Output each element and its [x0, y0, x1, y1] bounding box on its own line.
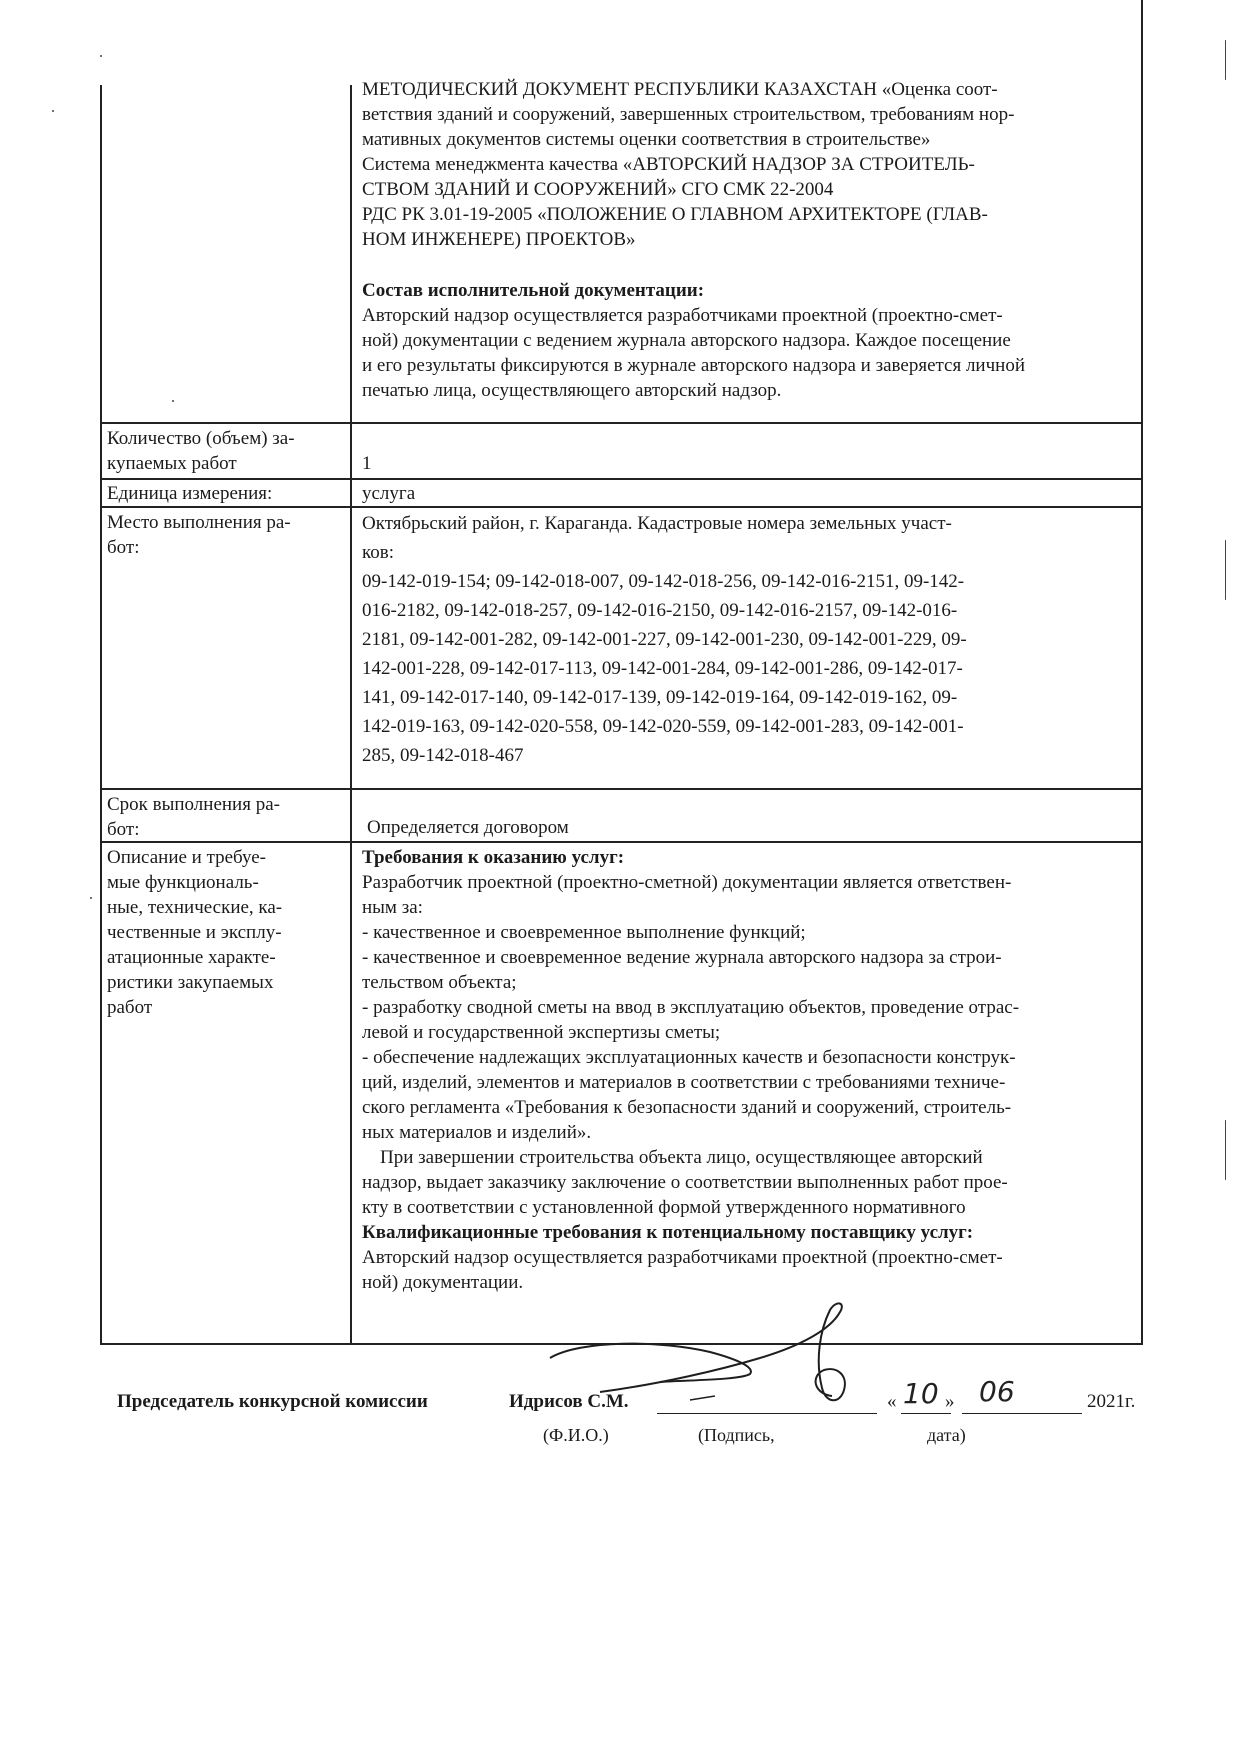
row-divider — [100, 478, 1143, 480]
row-divider — [100, 788, 1143, 790]
cadastral-numbers-line: 2181, 09-142-001-282, 09-142-001-227, 09-142-001-230, 09-142-001-229, 09- — [362, 629, 967, 650]
intro-line: МЕТОДИЧЕСКИЙ ДОКУМЕНТ РЕСПУБЛИКИ КАЗАХСТАН «Оценка соот- — [362, 79, 998, 100]
term-label-line: Срок выполнения ра- — [107, 794, 280, 815]
completion-line: При завершении строительства объекта лицо, осуществляющее авторский — [380, 1147, 983, 1168]
requirement-line: - обеспечение надлежащих эксплуатационных качеств и безопасности конструк- — [362, 1047, 1016, 1068]
scan-speck — [100, 55, 102, 57]
executive-docs-line: ной) документации с ведением журнала авторского надзора. Каждое посещение — [362, 330, 1011, 351]
caption-fio: (Ф.И.О.) — [543, 1425, 609, 1445]
requirement-line: ных материалов и изделий». — [362, 1122, 592, 1143]
requirement-line: - качественное и своевременное ведение журнала авторского надзора за строи- — [362, 947, 1002, 968]
requirement-line: - разработку сводной сметы на ввод в эксплуатацию объектов, проведение отрас- — [362, 997, 1020, 1018]
executive-docs-line: печатью лица, осуществляющего авторский надзор. — [362, 380, 782, 401]
scan-speck — [172, 400, 174, 402]
date-year: 2021г. — [1087, 1391, 1136, 1412]
day-line — [901, 1413, 951, 1414]
cadastral-numbers-line: 09-142-019-154; 09-142-018-007, 09-142-018-256, 09-142-016-2151, 09-142- — [362, 571, 965, 592]
table-right-border — [1141, 0, 1143, 1345]
scan-edge-mark — [1225, 40, 1226, 80]
spacer — [362, 252, 1140, 278]
executive-docs-line: и его результаты фиксируются в журнале авторского надзора и заверяется личной — [362, 355, 1025, 376]
description-value — [362, 845, 1140, 1295]
date-close-quote: » — [945, 1391, 955, 1412]
signature-line — [657, 1413, 877, 1414]
caption-date: дата) — [927, 1425, 966, 1445]
service-requirements-heading: Требования к оказанию услуг: — [362, 847, 625, 868]
description-label-line: Описание и требуе- — [107, 847, 267, 868]
normative-documents-cell — [362, 77, 1140, 403]
scan-edge-mark — [1225, 1120, 1226, 1180]
date-month: 06 — [979, 1375, 1015, 1408]
requirement-line: тельством объекта; — [362, 972, 517, 993]
description-label-line: ристики закупаемых — [107, 972, 274, 993]
month-line — [962, 1413, 1082, 1414]
intro-line: Система менеджмента качества «АВТОРСКИЙ НАДЗОР ЗА СТРОИТЕЛЬ- — [362, 154, 975, 175]
table-column-divider — [350, 85, 352, 1345]
cadastral-numbers-line: 142-019-163, 09-142-020-558, 09-142-020-559, 09-142-001-283, 09-142-001- — [362, 716, 964, 737]
scan-speck — [90, 897, 92, 899]
description-label — [107, 845, 345, 1020]
unit-label: Единица измерения: — [107, 483, 273, 504]
location-label-line: Место выполнения ра- — [107, 512, 291, 533]
requirement-line: ций, изделий, элементов и материалов в соответствии с требованиями техниче- — [362, 1072, 1006, 1093]
qualification-line: Авторский надзор осуществляется разработчиками проектной (проектно-смет- — [362, 1247, 1003, 1268]
requirement-line: ского регламента «Требования к безопасности зданий и сооружений, строитель- — [362, 1097, 1012, 1118]
completion-line: надзор, выдает заказчику заключение о соответствии выполненных работ прое- — [362, 1172, 1008, 1193]
table-left-border — [100, 85, 102, 1345]
qualification-requirements-heading: Квалификационные требования к потенциальному поставщику услуг: — [362, 1222, 974, 1243]
cadastral-numbers-line: 141, 09-142-017-140, 09-142-017-139, 09-142-019-164, 09-142-019-162, 09- — [362, 687, 958, 708]
quantity-label-line: купаемых работ — [107, 453, 237, 474]
cadastral-numbers-line: 142-001-228, 09-142-017-113, 09-142-001-284, 09-142-001-286, 09-142-017- — [362, 658, 963, 679]
intro-line: мативных документов системы оценки соответствия в строительстве» — [362, 129, 931, 150]
location-label-line: бот: — [107, 537, 140, 558]
requirement-line: ным за: — [362, 897, 423, 918]
intro-line: РДС РК 3.01-19-2005 «ПОЛОЖЕНИЕ О ГЛАВНОМ АРХИТЕКТОРЕ (ГЛАВ- — [362, 204, 988, 225]
qualification-line: ной) документации. — [362, 1272, 524, 1293]
row-divider — [100, 422, 1143, 424]
unit-value: услуга — [362, 483, 416, 504]
intro-line: НОМ ИНЖЕНЕРЕ) ПРОЕКТОВ» — [362, 229, 636, 250]
date-day: 10 — [903, 1377, 939, 1410]
location-line: Октябрьский район, г. Караганда. Кадастровые номера земельных участ- — [362, 513, 952, 534]
commission-chairman-title: Председатель конкурсной комиссии — [117, 1391, 428, 1412]
intro-line: СТВОМ ЗДАНИЙ И СООРУЖЕНИЙ» СГО СМК 22-2004 — [362, 179, 834, 200]
executive-docs-heading: Состав исполнительной документации: — [362, 280, 705, 301]
requirement-line: левой и государственной экспертизы сметы; — [362, 1022, 721, 1043]
quantity-label — [107, 426, 345, 476]
location-line: ков: — [362, 542, 395, 563]
description-label-line: атационные характе- — [107, 947, 276, 968]
term-label — [107, 792, 345, 842]
executive-docs-line: Авторский надзор осуществляется разработчиками проектной (проектно-смет- — [362, 305, 1003, 326]
scan-edge-mark — [1225, 540, 1226, 600]
term-label-line: бот: — [107, 819, 140, 840]
description-label-line: мые функциональ- — [107, 872, 259, 893]
location-value — [362, 509, 1140, 770]
completion-line: кту в соответствии с установленной формой утвержденного нормативного — [362, 1197, 966, 1218]
description-label-line: чественные и эксплу- — [107, 922, 282, 943]
row-divider — [100, 506, 1143, 508]
chairman-name: Идрисов С.М. — [509, 1391, 629, 1412]
term-value: Определяется договором — [367, 817, 569, 838]
location-label — [107, 510, 345, 560]
quantity-value: 1 — [362, 453, 372, 474]
cadastral-numbers-line: 016-2182, 09-142-018-257, 09-142-016-2150, 09-142-016-2157, 09-142-016- — [362, 600, 958, 621]
description-label-line: ные, технические, ка- — [107, 897, 283, 918]
cadastral-numbers-line: 285, 09-142-018-467 — [362, 745, 524, 766]
date-open-quote: « — [887, 1391, 897, 1412]
intro-line: ветствия зданий и сооружений, завершенных строительством, требованиям нор- — [362, 104, 1015, 125]
description-label-line: работ — [107, 997, 153, 1018]
quantity-label-line: Количество (объем) за- — [107, 428, 295, 449]
caption-signature: (Подпись, — [698, 1425, 775, 1445]
signature-block — [117, 1375, 1147, 1445]
requirement-line: Разработчик проектной (проектно-сметной) документации является ответствен- — [362, 872, 1012, 893]
scan-speck — [52, 110, 54, 112]
requirement-line: - качественное и своевременное выполнение функций; — [362, 922, 806, 943]
